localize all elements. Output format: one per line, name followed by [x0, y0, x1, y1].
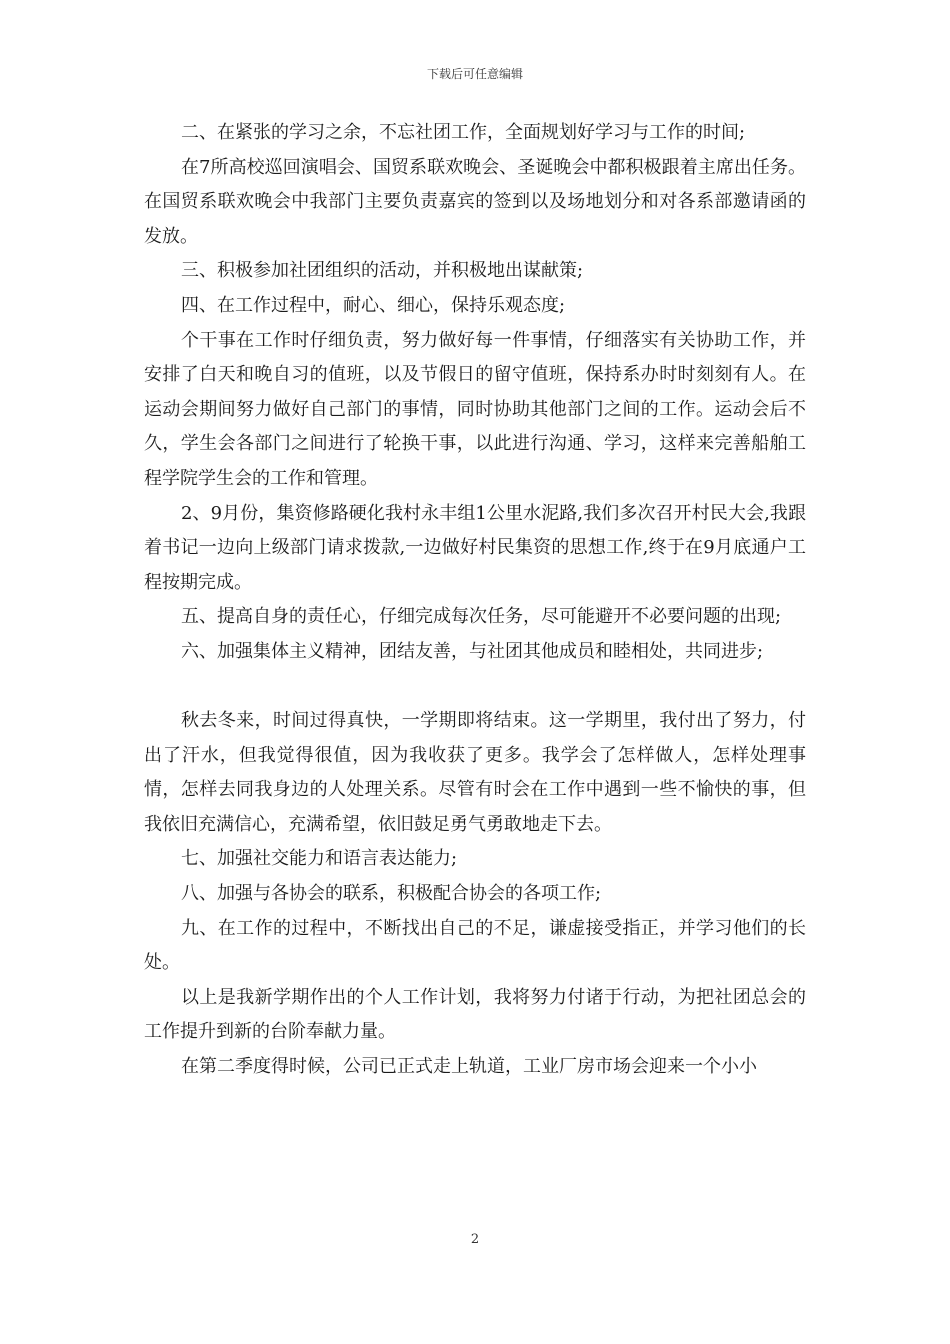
paragraph-9: 秋去冬来，时间过得真快，一学期即将结束。这一学期里，我付出了努力，付出了汗水，但我觉得很值，因为我收获了更多。我学会了怎样做人，怎样处理事情，怎样去同我身边的人处理关系。尽管有时会在工作中遇到一些不愉快的事，但我依旧充满信心，充满希望，依旧鼓足勇气勇敢地走下去。 — [144, 710, 806, 835]
paragraph-5: 个干事在工作时仔细负责，努力做好每一件事情，仔细落实有关协助工作，并安排了白天和晚自习的值班，以及节假日的留守值班，保持系办时时刻刻有人。在运动会期间努力做好自己部门的事情，同时协助其他部门之间的工作。运动会后不久，学生会各部门之间进行了轮换干事，以此进行沟通、学习，这样来完善船舶工程学院学生会的工作和管理。 — [144, 329, 806, 489]
paragraph-11: 八、加强与各协会的联系，积极配合协会的各项工作; — [181, 883, 602, 905]
paragraph-6: 2、9月份，集资修路硬化我村永丰组1公里水泥路,我们多次召开村民大会,我跟着书记一边向上级部门请求拨款,一边做好村民集资的思想工作,终于在9月底通户工程按期完成。 — [144, 502, 806, 593]
paragraph-7: 五、提高自身的责任心，仔细完成每次任务，尽可能避开不必要问题的出现; — [181, 606, 782, 628]
paragraph-10: 七、加强社交能力和语言表达能力; — [181, 848, 458, 870]
page-number: 2 — [470, 1232, 480, 1247]
paragraph-12: 九、在工作的过程中，不断找出自己的不足，谦虚接受指正，并学习他们的长处。 — [144, 917, 806, 974]
document-body — [144, 116, 806, 1085]
paragraph-3: 三、积极参加社团组织的活动，并积极地出谋献策; — [181, 260, 584, 282]
page-header: 下载后可任意编辑 — [426, 67, 523, 81]
paragraph-13: 以上是我新学期作出的个人工作计划，我将努力付诸于行动，为把社团总会的工作提升到新的台阶奉献力量。 — [144, 986, 806, 1043]
paragraph-14: 在第二季度得时候，公司已正式走上轨道，工业厂房市场会迎来一个小小 — [181, 1056, 757, 1078]
paragraph-8: 六、加强集体主义精神，团结友善，与社团其他成员和睦相处，共同进步; — [181, 640, 764, 662]
paragraph-2: 在7所高校巡回演唱会、国贸系联欢晚会、圣诞晚会中都积极跟着主席出任务。在国贸系联欢晚会中我部门主要负责嘉宾的签到以及场地划分和对各系部邀请函的发放。 — [144, 156, 806, 247]
paragraph-1: 二、在紧张的学习之余，不忘社团工作，全面规划好学习与工作的时间; — [181, 122, 746, 143]
paragraph-4: 四、在工作过程中，耐心、细心，保持乐观态度; — [181, 294, 566, 316]
